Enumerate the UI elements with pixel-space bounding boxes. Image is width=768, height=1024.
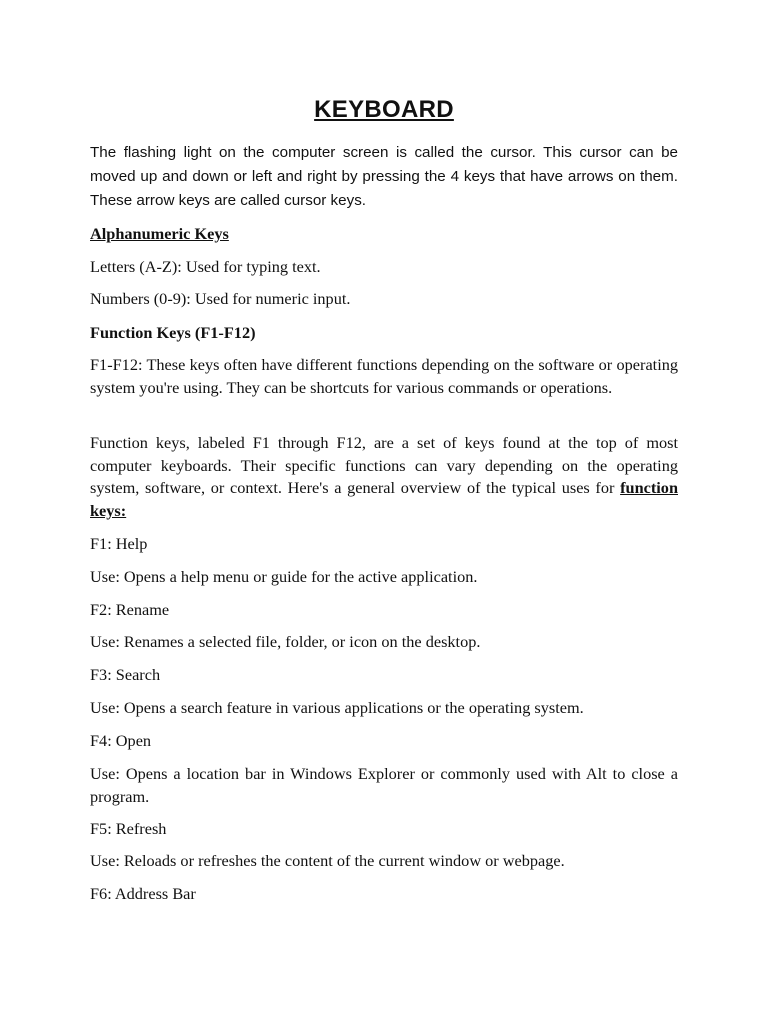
- function-keys-desc-2-text: Function keys, labeled F1 through F12, are a set of keys found at the top of most computer keyboards. Their specific functions can vary depending on the operating system, software, or context. Here's a general overview of the typical uses for: [90, 433, 678, 497]
- function-keys-desc-2: [90, 432, 678, 522]
- f5-key-line: F5: Refresh: [90, 819, 167, 838]
- f1-key-line: F1: Help: [90, 534, 148, 553]
- function-keys-desc-1: F1-F12: These keys often have different functions depending on the software or operating system you're using. They can be shortcuts for various commands or operations.: [90, 355, 678, 397]
- f2-use-line: Use: Renames a selected file, folder, or icon on the desktop.: [90, 632, 481, 651]
- f5-use-line: Use: Reloads or refreshes the content of the current window or webpage.: [90, 851, 565, 870]
- function-keys-heading: Function Keys (F1-F12): [90, 323, 256, 342]
- f3-key-line: F3: Search: [90, 665, 161, 684]
- letters-line: Letters (A-Z): Used for typing text.: [90, 257, 321, 276]
- f2-key-line: F2: Rename: [90, 600, 170, 619]
- f6-key-line: F6: Address Bar: [90, 884, 196, 903]
- f4-key-line: F4: Open: [90, 731, 152, 750]
- page-title: KEYBOARD: [314, 96, 454, 123]
- numbers-line: Numbers (0-9): Used for numeric input.: [90, 289, 351, 308]
- alphanumeric-heading: Alphanumeric Keys: [90, 224, 229, 243]
- intro-paragraph: The flashing light on the computer screen is called the cursor. This cursor can be moved up and down or left and right by pressing the 4 keys that have arrows on them. These arrow keys are called cursor keys.: [90, 144, 678, 209]
- function-keys-bold-term: function keys:: [90, 478, 678, 520]
- f3-use-line: Use: Opens a search feature in various applications or the operating system.: [90, 698, 584, 717]
- f1-use-line: Use: Opens a help menu or guide for the active application.: [90, 567, 478, 586]
- f4-use-line: Use: Opens a location bar in Windows Explorer or commonly used with Alt to close a program.: [90, 764, 678, 806]
